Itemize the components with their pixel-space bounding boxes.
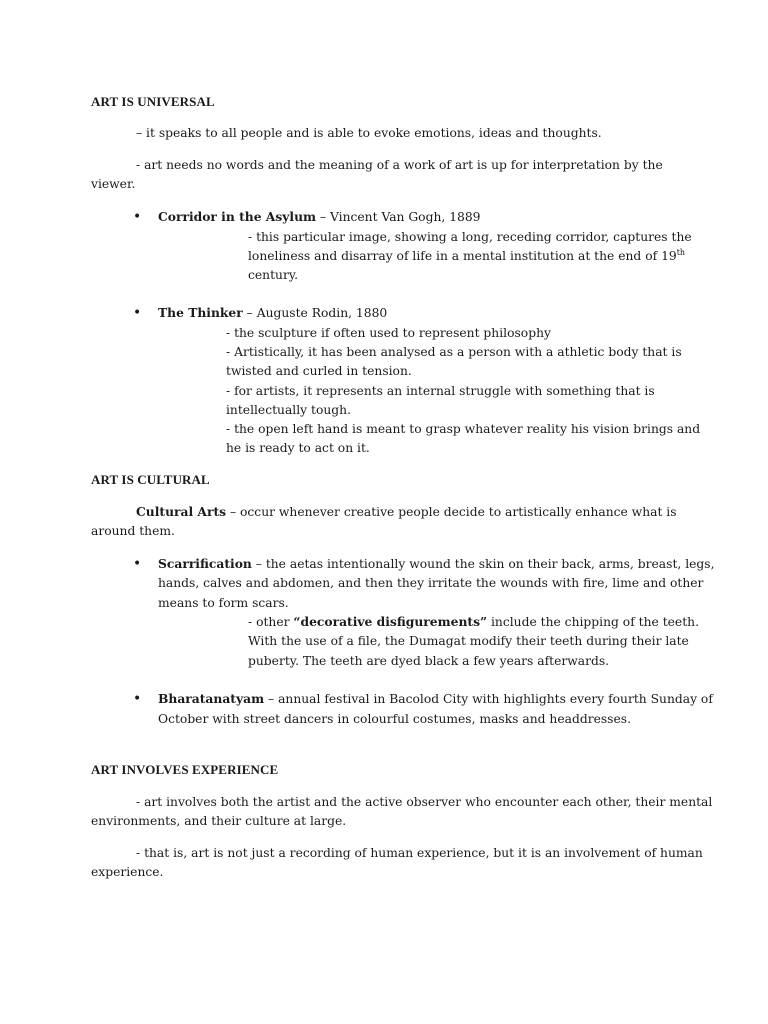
item-text-line: hands, calves and abdomen, and then they irritate the wounds with fire, lime and other (158, 576, 704, 590)
item-text-line: October with street dancers in colourful costumes, masks and headdresses. (158, 712, 631, 726)
item-note-line: - the sculpture if often used to represent philosophy (226, 326, 551, 340)
item-note-line: intellectually tough. (226, 403, 351, 417)
list-item-corridor (158, 209, 481, 225)
item-note-term: “decorative disfigurements” (293, 614, 488, 629)
experience-paragraph-1-line-1: - art involves both the artist and the active observer who encounter each other, their mental (136, 795, 713, 809)
experience-paragraph-2-line-1: - that is, art is not just a recording of human experience, but it is an involvement of human (136, 846, 703, 860)
item-note-line: puberty. The teeth are dyed black a few years afterwards. (248, 654, 610, 668)
item-note-line: century. (248, 268, 299, 282)
item-note-line: - other “decorative disfigurements” include the chipping of the teeth. (248, 614, 699, 629)
item-note-line: - this particular image, showing a long, receding corridor, captures the (248, 230, 692, 244)
bullet-icon: • (133, 209, 142, 225)
section-heading-experience: ART INVOLVES EXPERIENCE (91, 762, 279, 777)
section-heading-cultural: ART IS CULTURAL (91, 472, 210, 487)
experience-paragraph-1-line-2: environments, and their culture at large. (91, 814, 347, 828)
item-title: The Thinker (158, 305, 243, 320)
section-heading-universal: ART IS UNIVERSAL (91, 94, 215, 109)
item-title: Corridor in the Asylum (158, 209, 317, 224)
universal-paragraph-1: – it speaks to all people and is able to evoke emotions, ideas and thoughts. (136, 126, 602, 140)
list-item-bharatanatyam: Bharatanatyam – annual festival in Bacolod City with highlights every fourth Sunday of (158, 691, 713, 706)
cultural-intro-term: Cultural Arts (136, 504, 227, 519)
bullet-icon: • (133, 556, 142, 572)
item-note-line: - for artists, it represents an internal struggle with something that is (226, 384, 655, 398)
cultural-intro-line-2: around them. (91, 524, 175, 538)
list-item-scarrification: Scarrification – the aetas intentionally wound the skin on their back, arms, breast, legs, (158, 556, 715, 571)
item-title: Bharatanatyam (158, 691, 265, 706)
item-note-line: - the open left hand is meant to grasp whatever reality his vision brings and (226, 422, 701, 436)
item-attribution: – Vincent Van Gogh, 1889 (316, 210, 481, 224)
item-note-line: - Artistically, it has been analysed as a person with a athletic body that is (226, 345, 682, 359)
item-note-line: twisted and curled in tension. (226, 364, 412, 378)
item-note-line: loneliness and disarray of life in a mental institution at the end of 19th (248, 247, 686, 263)
cultural-intro-line-1: Cultural Arts – occur whenever creative people decide to artistically enhance what is (136, 504, 677, 519)
bullet-icon: • (133, 305, 142, 321)
item-attribution: – Auguste Rodin, 1880 (242, 306, 388, 320)
item-text-line: means to form scars. (158, 596, 289, 610)
superscript: th (676, 247, 686, 257)
item-note-line: With the use of a file, the Dumagat modify their teeth during their late (248, 634, 689, 648)
bullet-icon: • (133, 691, 142, 707)
item-note-line: he is ready to act on it. (226, 441, 370, 455)
experience-paragraph-2-line-2: experience. (91, 865, 164, 879)
universal-paragraph-2-line-2: viewer. (91, 177, 136, 191)
list-item-thinker (158, 305, 387, 321)
universal-paragraph-2-line-1: - art needs no words and the meaning of a work of art is up for interpretation by the (136, 158, 663, 172)
item-title: Scarrification (158, 556, 252, 571)
